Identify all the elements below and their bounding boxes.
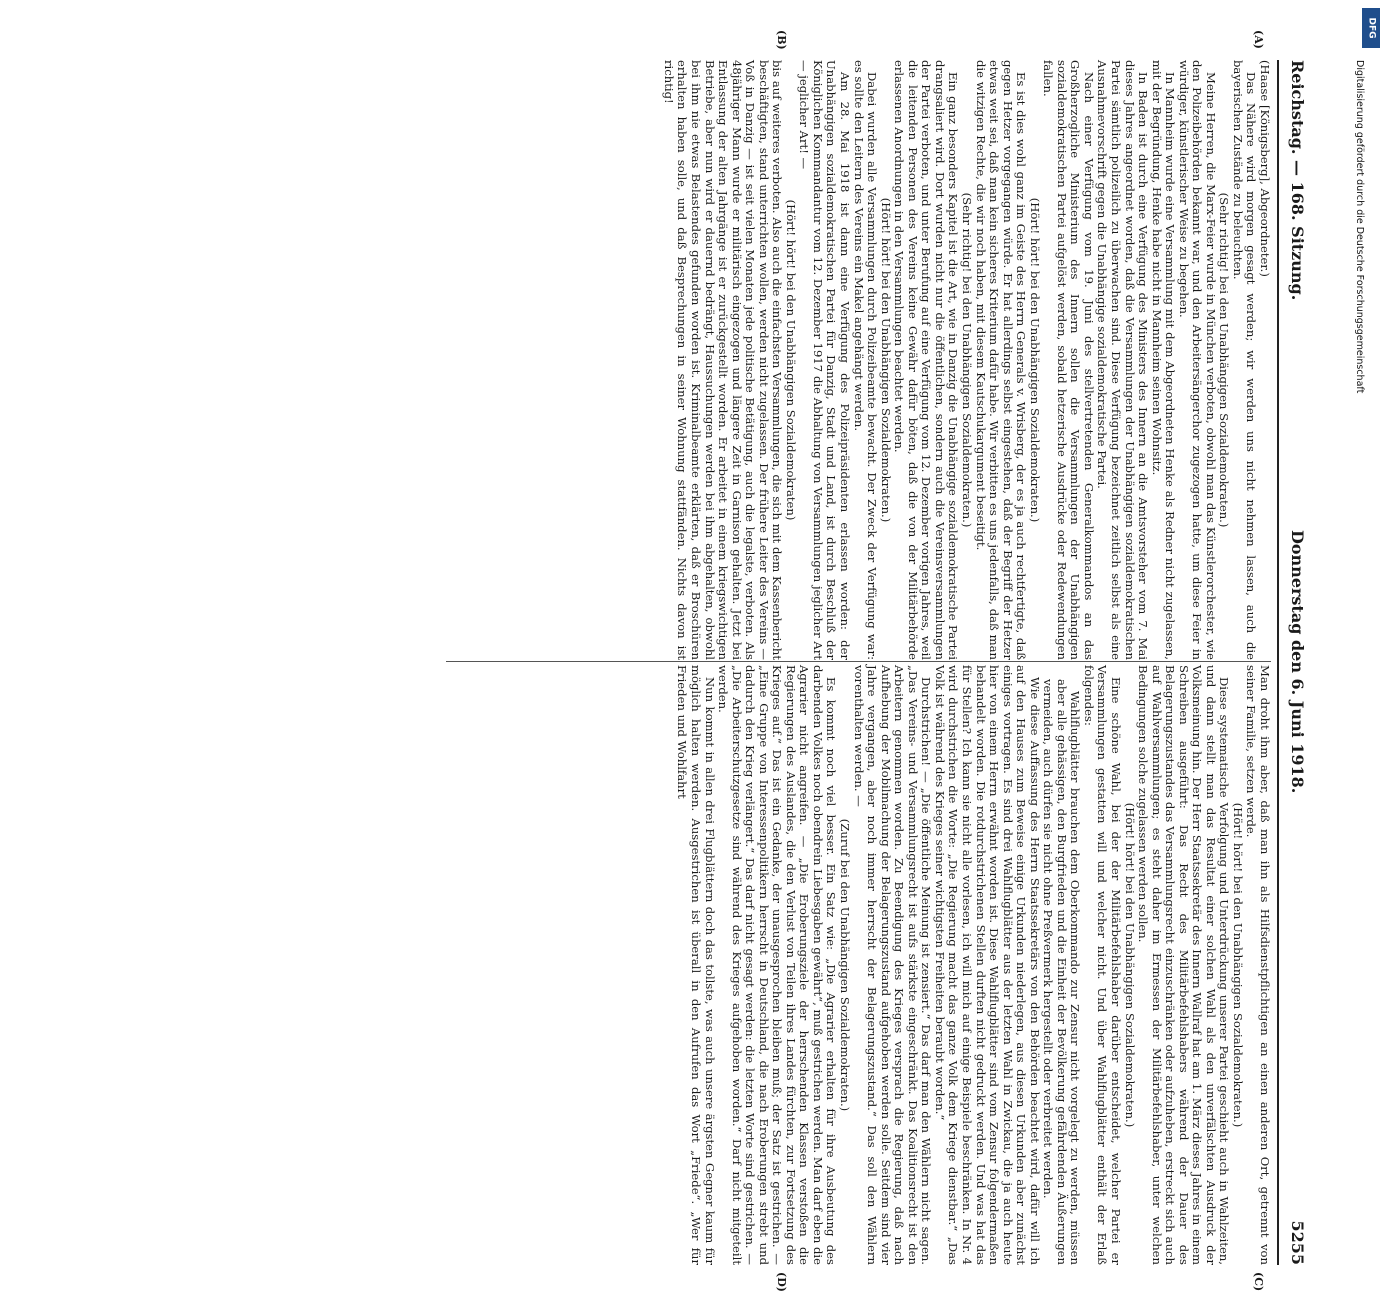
- margin-mark-b: (B): [775, 30, 788, 50]
- column-divider: [446, 661, 1271, 662]
- page-header: [1281, 60, 1313, 1265]
- header-left: Reichstag. — 168. Sitzung.: [1288, 60, 1307, 301]
- paragraph: Meine Herren, die Marx-Feier wurde in München verboten, obwohl man das Künstlerorchester, wie den Polizeibehörden bekannt war, und den Arbeitersängerchor zugezogen hatte, um diese Feier in würdiger, künstlerischer Weise zu begehen.: [1176, 60, 1218, 660]
- dfg-logo: DFG: [1362, 8, 1380, 48]
- paragraph: (Haase [Königsberg], Abgeordneter.): [1258, 60, 1272, 277]
- paragraph: Am 28. Mai 1918 ist dann eine Verfügung des Polizeipräsidenten erlassen worden: der Unabhängigen sozialdemokratischen Partei für Danzig, Stadt und Land, ist durch Beschluß der Königlichen Kommandantur vom 12. Dezember 1917 die Abhaltung von Versammlungen jeglicher Art — jeglicher Art! —: [797, 60, 853, 660]
- paragraph: bis auf weiteres verboten. Also auch die einfachsten Versammlungen, die sich mit dem Kassenbericht beschäftigten, stand unterrichten wollen, werden nicht zugelassen. Der frühere Leiter des Vereins — Voß in Danzig — ist seit vielen Monaten jede politische Betätigung, auch die legalste, verboten. Als 48jähriger Mann wurde er militärisch eingezogen und längere Zeit in Garnison gehalten. Jetzt bei Entlassung der alten Jahrgänge ist er zurückgestellt worden. Er arbeitet in einem kriegswichtigen Betriebe, aber nun wird er dauernd bedrängt, Haussuchungen werden bei ihm abgehalten, obwohl bei ihm nie etwas Belastendes gefunden worden ist. Kriminalbeamte erklärten, daß er Broschüren erhalten haben solle, und daß Besprechungen in seiner Wohnung stattfänden. Nichts davon ist richtig!: [661, 60, 785, 660]
- margin-mark-c: (C): [1252, 1272, 1265, 1292]
- paragraph: (Hört! hört! bei den Unabhängigen Sozialdemokraten): [783, 199, 798, 521]
- paragraph: Durchstrichen! — „Die öffentliche Meinung ist zensiert.“ Das darf man den Wählern nicht sagen. „Das Vereins- und Versammlungsrecht ist aufs stärkste eingeschränkt. Das Koalitionsrecht ist den Arbeitern genommen worden. Zu Beendigung des Krieges versprach die Regierung, daß nach Aufhebung der Mobilmachung der Belagerungszustand aufgehoben werden solle. Seitdem sind vier Jahre vergangen, aber noch immer herrscht der Belagerungszustand.“ Das soll den Wählern vorenthalten werden. —: [851, 665, 934, 1265]
- paragraph: Dabei wurden alle Versammlungen durch Polizeibeamte bewacht. Der Zweck der Verfügung war: es sollte den Leitern des Vereins ein Makel angehängt werden.: [851, 60, 880, 660]
- paragraph: (Hört! hört! bei den Unabhängigen Sozialdemokraten.): [1230, 802, 1245, 1128]
- paragraph: Es ist dies wohl ganz im Geiste des Herrn Generals v. Wrisberg, der es ja auch rechtfertigte, daß gegen Hetzer vorgegangen würde. Er hat allerdings selbst eingestehen, daß der Begriff der Hetzer etwas weit sei, daß man kein sicheres Kriterium dafür habe. Wir verbitten es uns jedenfalls, daß man die witzigen Rechte, die wir noch haben, mit diesem Kautschukargument beseitigt.: [973, 60, 1029, 660]
- header-rule: [1277, 60, 1279, 1265]
- text-column-right: [446, 665, 1271, 1265]
- paragraph: Diese systematische Verfolgung und Unterdrückung unserer Partei geschieht auch in Wahlzeiten, und dann stellt man das Resultat einer solchen Wahl als den unverfälschten Ausdruck der Volksmeinung hin. Der Herr Staatssekretär des Innern Wallraf hat am 1. März dieses Jahres in einem Schreiben ausgeführt: Das Recht des Militärbefehlshabers während der Dauer des Belagerungszustandes das Versammlungsrecht einzuschränken oder aufzuheben, erstreckt sich auch auf Wahlversammlungen; es steht daher im Ermessen der Militärbefehlshaber, unter welchen Bedingungen solche zugelassen werden sollen.: [1136, 665, 1232, 1265]
- paragraph: Es kommt noch viel besser. Ein Satz wie: „Die Agrarier erhalten für ihre Ausbeutung des darbenden Volkes noch obendrein Liebesgaben gewährt“, muß gestrichen werden. Man darf eben die Agrarier nicht angreifen. — „Die Eroberungsziele der herrschenden Klassen verstoßen die Regierungen des Auslandes, die den Verlust von Teilen ihres Landes fürchten, zur Fortsetzung des Krieges auf.“ Das ist ein Gedanke, der unausgesprochen bleiben muß; der Satz ist gestrichen. — „Eine Gruppe von Interessenpolitikern herrscht in Deutschland, die nach Eroberungen strebt und dadurch den Krieg verlängert.“ Das darf nicht gesagt werden: die letzten Worte sind gestrichen. — „Die Arbeiterschutzgesetze sind während des Krieges aufgehoben worden.“ Darf nicht mitgeteilt werden.: [716, 665, 839, 1265]
- paragraph: In Mannheim wurde eine Versammlung mit dem Abgeordneten Henke als Redner nicht zugelassen, mit der Begründung, Henke habe nicht in Mannheim seinen Wohnsitz.: [1149, 60, 1178, 660]
- paragraph: Ein ganz besonders Kapitel ist die Art, wie in Danzig die Unabhängige sozialdemokratische Partei drangsaliert wird. Dort wurden nicht nur die öffentlichen, sondern auch die Vereinsversammlungen der Partei verboten, und unter Berufung auf eine Verfügung vom 12. Dezember vorigen Jahres, weil die leitenden Personen des Vereins keine Gewähr dafür böten, daß die von der Militärbehörde erlassenen Anordnungen in den Versammlungen beachtet werden.: [892, 60, 961, 660]
- paragraph: (Hört! hört! bei den Unabhängigen Sozialdemokraten.): [1122, 802, 1137, 1128]
- paragraph: (Sehr richtig! bei den Unabhängigen Sozialdemokraten.): [959, 192, 974, 528]
- paragraph: Nun kommt in allen drei Flugblättern doch das tollste, was auch unsere ärgsten Gegner kaum für möglich halten werden. Ausgestrichen ist überall in den Aufrufen das Wort „Friede“. „Wer für Frieden und Wohlfahrt: [675, 665, 717, 1265]
- paragraph: (Sehr richtig! bei den Unabhängigen Sozialdemokraten.): [1217, 192, 1232, 528]
- paragraph: Nach einer Verfügung vom 19. Juni des stellvertretenden Generalkommandos an das Großherzogliche Ministerium des Innern sollen die Versammlungen der Unabhängigen sozialdemokratischen Partei aufgelöst werden, sobald hetzerische Ausdrücke oder Redewendungen fallen.: [1041, 60, 1096, 660]
- paragraph: (Zuruf bei den Unabhängigen Sozialdemokraten.): [838, 818, 853, 1112]
- text-column-left: [446, 60, 1271, 660]
- margin-mark-a: (A): [1252, 30, 1265, 49]
- paragraph: (Hört! hört! bei den Unabhängigen Sozialdemokraten.): [878, 197, 893, 523]
- header-date: Donnerstag den 6. Juni 1918.: [1288, 530, 1307, 794]
- paragraph: (Hört! hört! bei den Unabhängigen Sozialdemokraten.): [1027, 197, 1042, 523]
- paragraph: Wie diese Auffassung des Herrn Staatssekretärs von den Behörden beachtet wird, dafür will ich auf den Hauses zum Beweise einige Urkunden niederlegen, aus diesen Urkunden aber zunächst einiges vortragen. Es sind drei Wahlflugblätter aus der letzten Wahl in Zwickau, die ja auch heute hier von einem Herrn erwähnt worden ist. Diese Wahlflugblätter sind vom Zensur folgendermaßen behandelt worden. Die rotdurchstrichenen Stellen durften nicht gedruckt werden. Und was hat das für Stellen? Ich kann sie nicht alle vorlesen, ich will mich auf einige Beispiele beschränken. In Nr. 4 wird durchstrichen die Worte: „Die Regierung macht das ganze Volk dem Kriege dienstbar.“ „Das Volk ist während des Krieges seiner wichtigsten Freiheiten beraubt worden.“: [932, 665, 1042, 1265]
- margin-mark-d: (D): [775, 1272, 788, 1292]
- paragraph: Man droht ihm aber, daß man ihn als Hilfsdienstpflichtigen an einen anderen Ort, getrennt von seiner Familie, setzen werde.: [1244, 665, 1272, 1265]
- paragraph: Wahlflugblätter brauchen dem Oberkommando zur Zensur nicht vorgelegt zu werden, müssen aber alle gehässigen, den Burgfrieden und die Einheit der Bevölkerung gefährdenden Äußerungen vermeiden, auch dürfen sie nicht ohne Preßvermerk hergestellt oder verbreitet werden.: [1041, 679, 1083, 1265]
- paragraph: Das Nähere wird morgen gesagt werden; wir werden uns nicht nehmen lassen, auch die bayerischen Zustände zu beleuchten.: [1230, 60, 1259, 660]
- paragraph: Eine schöne Wahl, bei der der Militärbefehlshaber darüber entscheidet, welcher Partei er Versammlungen gestatten will und welcher nicht. Und über Wahlflugblätter enthält der Erlaß folgendes:: [1081, 665, 1123, 1265]
- digitization-note: Digitalisierung gefördert durch die Deutsche Forschungsgemeinschaft: [1354, 60, 1365, 394]
- paragraph: In Baden ist durch eine Verfügung des Ministers des Innern an die Amtsvorsteher vom 7. Mai dieses Jahres angeordnet worden, daß die Versammlungen der Unabhängigen sozialdemokratischen Partei sämtlich polizeilich zu überwachen sind. Diese Verfügung bezeichnet zeitlich selbst als eine Ausnahmevorschrift gegen die Unabhängige sozialdemokratische Partei.: [1095, 60, 1151, 660]
- page-number: 5255: [1288, 1220, 1307, 1265]
